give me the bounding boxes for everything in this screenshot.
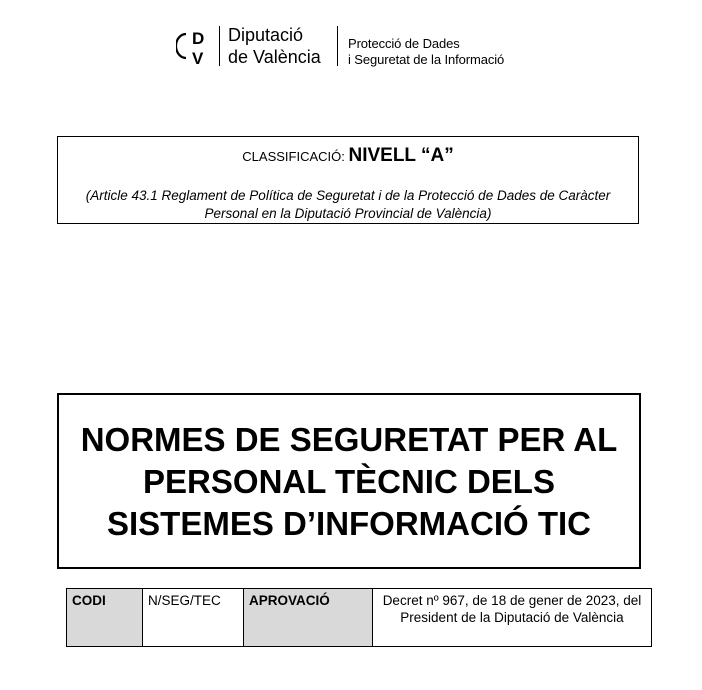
diputacio-logo-icon (176, 24, 216, 70)
approval-value: Decret nº 967, de 18 de gener de 2023, del President de la Diputació de València (373, 589, 652, 647)
document-title-box (57, 393, 641, 569)
document-info-table (66, 588, 652, 647)
department-name (348, 36, 504, 68)
logo-divider (219, 26, 220, 66)
code-value: N/SEG/TEC (143, 589, 244, 647)
approval-label: APROVACIÓ (244, 589, 373, 647)
code-label: CODI (67, 589, 143, 647)
org-name-line2: de València (228, 47, 321, 67)
svg-text:V: V (192, 49, 204, 68)
classification-level: NIVELL “A” (348, 145, 454, 166)
table-row (67, 589, 652, 647)
org-name-line1: Diputació (228, 25, 304, 45)
dept-line1: Protecció de Dades (348, 36, 460, 51)
svg-text:D: D (192, 29, 205, 48)
classification-line (58, 145, 638, 167)
org-name (228, 24, 321, 68)
dept-divider (337, 26, 338, 66)
dept-line2: i Seguretat de la Informació (348, 52, 505, 67)
classification-label: CLASSIFICACIÓ: (242, 149, 345, 164)
document-title: NORMES DE SEGURETAT PER AL PERSONAL TÈCNIC DELS SISTEMES D’INFORMACIÓ TIC (80, 421, 618, 542)
classification-note: (Article 43.1 Reglament de Política de Seguretat i de la Protecció de Dades de Caràcter Personal en la Diputació Provincial de València) (85, 188, 611, 221)
classification-box (57, 136, 639, 224)
